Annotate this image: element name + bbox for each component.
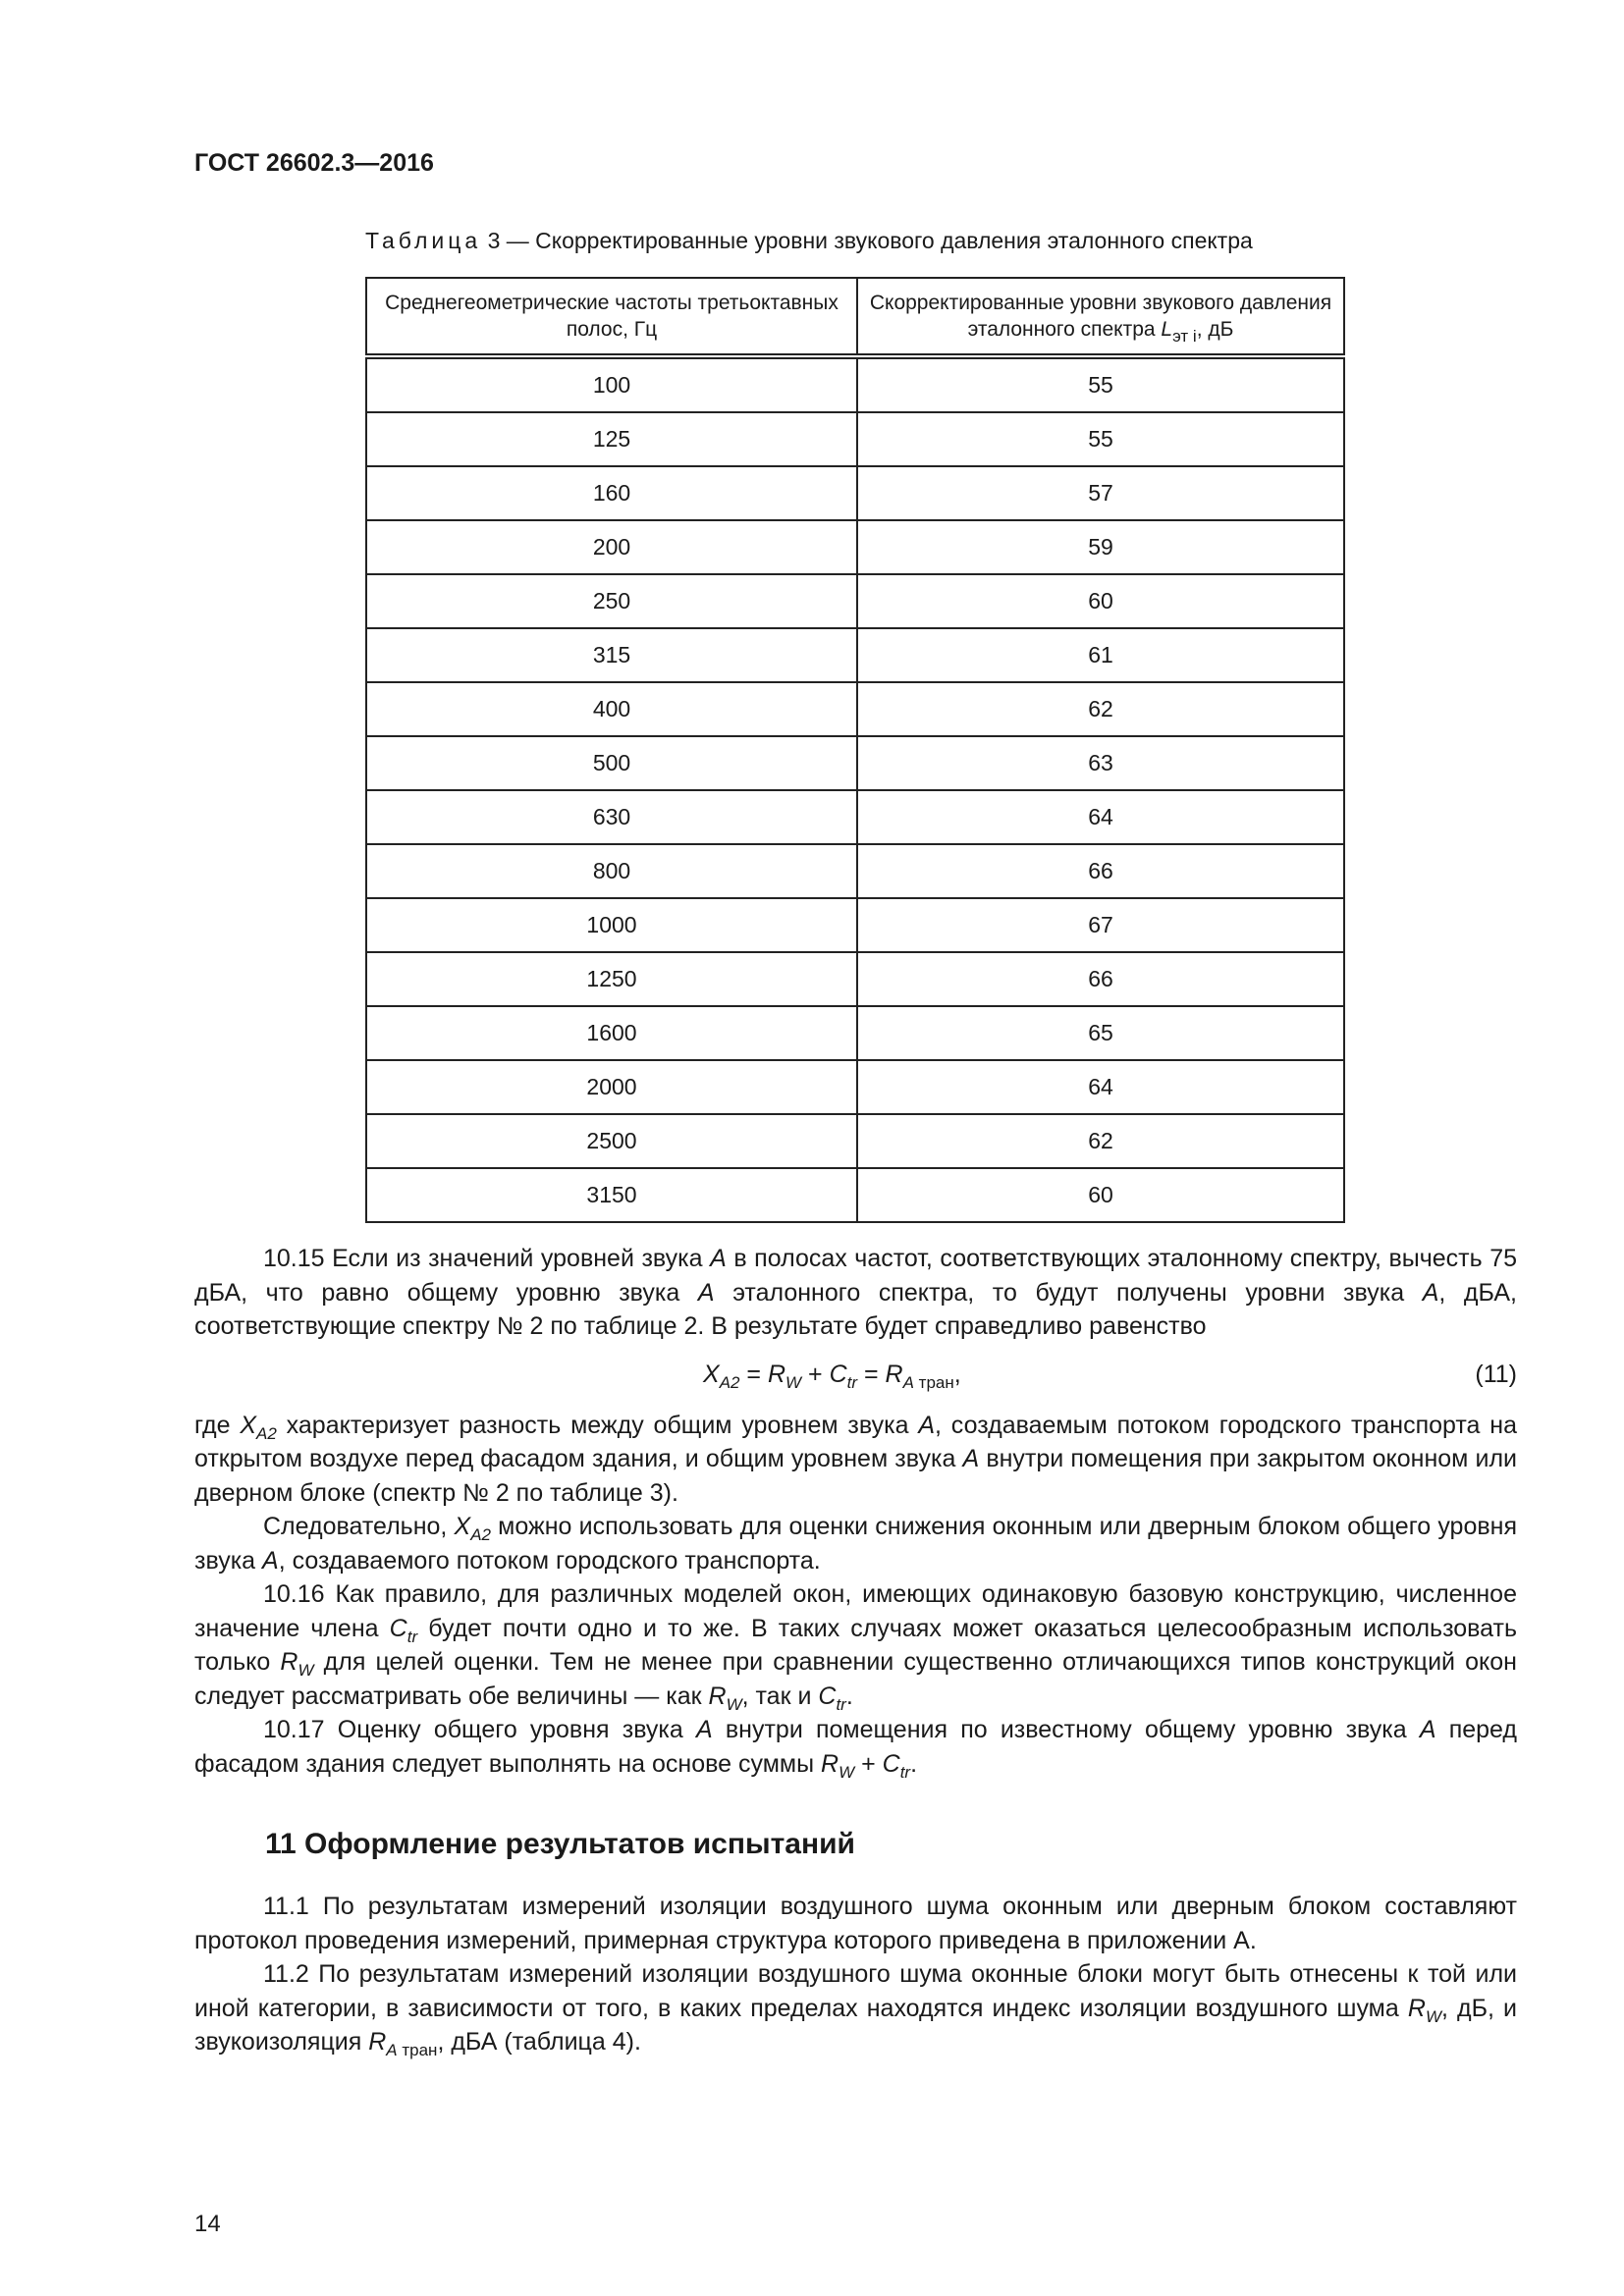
table-row xyxy=(366,574,1344,628)
math-symbol: X xyxy=(240,1411,257,1439)
text-run: внутри помещения по известному общему уровню звука xyxy=(712,1716,1420,1743)
table-caption-label: Таблица xyxy=(365,228,482,253)
subscript-symbol: A2 xyxy=(719,1372,740,1392)
math-symbol: R xyxy=(280,1648,298,1676)
level-cell: 66 xyxy=(857,952,1344,1006)
frequency-cell: 2000 xyxy=(366,1060,857,1114)
level-cell: 60 xyxy=(857,1168,1344,1222)
subscript xyxy=(256,1424,277,1443)
frequency-cell: 250 xyxy=(366,574,857,628)
formula-number: (11) xyxy=(1475,1360,1517,1388)
table-row xyxy=(366,844,1344,898)
text-run: для целей оценки. Тем не менее при сравнении существенно отличающихся типов конструкций окон следует рассматривать обе величины — как xyxy=(194,1648,1517,1710)
frequency-cell: 3150 xyxy=(366,1168,857,1222)
text-run: 11.2 По результатам измерений изоляции воздушного шума оконные блоки могут быть отнесены к той или иной категории, в зависимости от того, в каких пределах находятся индекс изоляции воздушного шума xyxy=(194,1960,1517,2022)
paragraph-where xyxy=(194,1409,1517,1511)
text-run: будет почти одно и то же. В таких случаях может оказаться целесообразным использовать только xyxy=(194,1614,1517,1676)
text-run: , дБ, и звукоизоляция xyxy=(194,1994,1518,2056)
level-cell: 61 xyxy=(857,628,1344,682)
math-symbol: A xyxy=(710,1245,727,1272)
subscript-symbol: tr xyxy=(836,1694,846,1714)
text-run: , создаваемого потоком городского транспорта. xyxy=(278,1546,821,1575)
text-run: , дБА, соответствующие спектру № 2 по таблице 2. В результате будет справедливо равенство xyxy=(194,1278,1518,1340)
column-header-text: Скорректированные уровни звукового давления эталонного спектра xyxy=(869,292,1332,341)
level-cell: 64 xyxy=(857,790,1344,844)
frequency-cell: 800 xyxy=(366,844,857,898)
column-header-frequency: Среднегеометрические частоты третьоктавных полос, Гц xyxy=(366,278,857,356)
subscript-symbol: W xyxy=(298,1661,314,1680)
subscript xyxy=(470,1525,491,1544)
paragraph-therefore xyxy=(194,1510,1517,1577)
table-row xyxy=(366,520,1344,574)
subscript-symbol: tr xyxy=(899,1762,911,1782)
subscript xyxy=(727,1695,742,1714)
subscript-symbol: W xyxy=(1425,2006,1441,2026)
frequency-cell: 2500 xyxy=(366,1114,857,1168)
text-run: 10.17 Оценку общего уровня звука xyxy=(263,1716,697,1743)
table-row xyxy=(366,736,1344,790)
math-symbol: A xyxy=(262,1546,279,1575)
subscript xyxy=(836,1695,845,1714)
subscript xyxy=(720,1373,740,1392)
text-run: , так и xyxy=(741,1682,819,1710)
subscript xyxy=(785,1373,801,1392)
paragraph-11-1 xyxy=(194,1890,1517,1957)
table-row xyxy=(366,1006,1344,1060)
subscript-symbol: W xyxy=(785,1372,802,1392)
symbol: L xyxy=(1161,318,1173,341)
text-run: где xyxy=(194,1411,241,1439)
table-row xyxy=(366,790,1344,844)
math-symbol: A xyxy=(696,1716,713,1743)
level-cell: 62 xyxy=(857,1114,1344,1168)
text-run: Следовательно, xyxy=(263,1513,455,1540)
math-symbol: C xyxy=(829,1360,847,1388)
table-row xyxy=(366,1060,1344,1114)
reference-spectrum-table xyxy=(365,277,1345,1223)
level-cell: 55 xyxy=(857,412,1344,466)
paragraph-10-17 xyxy=(194,1713,1517,1781)
table-row xyxy=(366,628,1344,682)
math-symbol: A xyxy=(1422,1278,1439,1307)
level-cell: 65 xyxy=(857,1006,1344,1060)
subscript: эт i xyxy=(1172,327,1197,346)
subscript-symbol: A xyxy=(386,2041,398,2059)
math-symbol: A xyxy=(918,1411,936,1439)
math-symbol: C xyxy=(882,1749,900,1778)
frequency-cell: 315 xyxy=(366,628,857,682)
subscript-symbol: A xyxy=(902,1372,914,1392)
frequency-cell: 1000 xyxy=(366,898,857,952)
level-cell: 57 xyxy=(857,466,1344,520)
math-symbol: R xyxy=(368,2028,387,2056)
table-caption xyxy=(365,228,1253,254)
subscript-symbol: W xyxy=(839,1762,855,1782)
paragraph-10-15 xyxy=(194,1242,1517,1344)
table-row xyxy=(366,412,1344,466)
frequency-cell: 125 xyxy=(366,412,857,466)
body-text xyxy=(194,1242,1517,1781)
math-symbol: R xyxy=(767,1360,786,1388)
text-run: 11.1 По результатам измерений изоляции воздушного шума оконным или дверным блоком составляют протокол проведения измерений, примерная структура которого приведена в приложении А. xyxy=(194,1893,1517,1954)
text-run: = xyxy=(857,1360,886,1388)
subscript xyxy=(900,1763,910,1782)
level-cell: 55 xyxy=(857,356,1344,412)
text-run: , xyxy=(953,1360,961,1388)
table-row xyxy=(366,898,1344,952)
table-caption-text: 3 — Скорректированные уровни звукового давления эталонного спектра xyxy=(481,228,1253,253)
text-run: характеризует разность между общим уровнем звука xyxy=(276,1411,919,1439)
table-row xyxy=(366,1168,1344,1222)
subscript xyxy=(903,1373,954,1392)
subscript-symbol: A2 xyxy=(256,1423,277,1443)
page-number: 14 xyxy=(194,2211,221,2237)
subscript-symbol: tr xyxy=(846,1372,858,1392)
subscript xyxy=(847,1373,857,1392)
level-cell: 59 xyxy=(857,520,1344,574)
math-symbol: C xyxy=(389,1614,407,1642)
text-run: 10.15 Если из значений уровней звука xyxy=(263,1245,711,1272)
frequency-cell: 200 xyxy=(366,520,857,574)
column-header-level xyxy=(857,278,1344,356)
level-cell: 66 xyxy=(857,844,1344,898)
subscript-text: тран xyxy=(397,2041,438,2059)
math-symbol: A xyxy=(1419,1716,1436,1743)
math-symbol: R xyxy=(708,1682,727,1710)
subscript-text: тран xyxy=(913,1372,954,1392)
math-symbol: R xyxy=(885,1360,903,1388)
paragraph-10-16 xyxy=(194,1577,1517,1713)
text-run: . xyxy=(845,1682,853,1710)
level-cell: 67 xyxy=(857,898,1344,952)
subscript-symbol: tr xyxy=(406,1627,418,1646)
document-header: ГОСТ 26602.3—2016 xyxy=(194,149,434,177)
formula-expression xyxy=(703,1358,961,1392)
frequency-cell: 160 xyxy=(366,466,857,520)
math-symbol: X xyxy=(454,1513,471,1540)
math-symbol: R xyxy=(1407,1994,1426,2022)
text-run: , создаваемым потоком городского транспорта на открытом воздухе перед фасадом здания, и общим уровнем звука xyxy=(194,1411,1518,1472)
frequency-cell: 500 xyxy=(366,736,857,790)
subscript-symbol: W xyxy=(726,1694,742,1714)
math-symbol: X xyxy=(703,1360,720,1388)
math-symbol: C xyxy=(818,1682,837,1710)
table-row xyxy=(366,1114,1344,1168)
level-cell: 62 xyxy=(857,682,1344,736)
body-text-section-11 xyxy=(194,1890,1517,2059)
subscript xyxy=(407,1628,417,1646)
subscript xyxy=(1426,2007,1441,2026)
subscript xyxy=(839,1763,854,1782)
math-symbol: R xyxy=(821,1749,839,1778)
unit: , дБ xyxy=(1196,318,1234,341)
text-run: + xyxy=(854,1749,883,1778)
math-symbol: A xyxy=(962,1445,980,1472)
subscript-symbol: A2 xyxy=(470,1525,492,1544)
text-run: можно использовать для оценки снижения оконным или дверным блоком общего уровня звука xyxy=(194,1513,1517,1575)
subscript xyxy=(386,2041,437,2059)
text-run: = xyxy=(739,1360,768,1388)
table-row xyxy=(366,466,1344,520)
level-cell: 60 xyxy=(857,574,1344,628)
paragraph-11-2 xyxy=(194,1957,1517,2059)
frequency-cell: 630 xyxy=(366,790,857,844)
text-run: + xyxy=(801,1360,830,1388)
frequency-cell: 400 xyxy=(366,682,857,736)
text-run: эталонного спектра, то будут получены уровни звука xyxy=(714,1278,1423,1307)
table-row xyxy=(366,952,1344,1006)
formula-11 xyxy=(194,1344,1517,1409)
text-run: в полосах частот, соответствующих эталонному спектру, вычесть 75 дБА, что равно общему уровню звука xyxy=(194,1245,1518,1307)
text-run: . xyxy=(910,1749,918,1778)
text-run: , дБА (таблица 4). xyxy=(437,2028,641,2056)
frequency-cell: 100 xyxy=(366,356,857,412)
math-symbol: A xyxy=(697,1278,715,1307)
frequency-cell: 1600 xyxy=(366,1006,857,1060)
level-cell: 64 xyxy=(857,1060,1344,1114)
text-run: перед фасадом здания следует выполнять на основе суммы xyxy=(194,1716,1518,1778)
frequency-cell: 1250 xyxy=(366,952,857,1006)
section-heading: 11 Оформление результатов испытаний xyxy=(265,1828,855,1860)
text-run: внутри помещения при закрытом оконном или дверном блоке (спектр № 2 по таблице 3). xyxy=(194,1445,1517,1507)
text-run: 10.16 Как правило, для различных моделей окон, имеющих одинаковую базовую конструкцию, численное значение члена xyxy=(194,1580,1517,1642)
table-row xyxy=(366,682,1344,736)
table-row xyxy=(366,356,1344,412)
level-cell: 63 xyxy=(857,736,1344,790)
subscript xyxy=(298,1661,313,1680)
